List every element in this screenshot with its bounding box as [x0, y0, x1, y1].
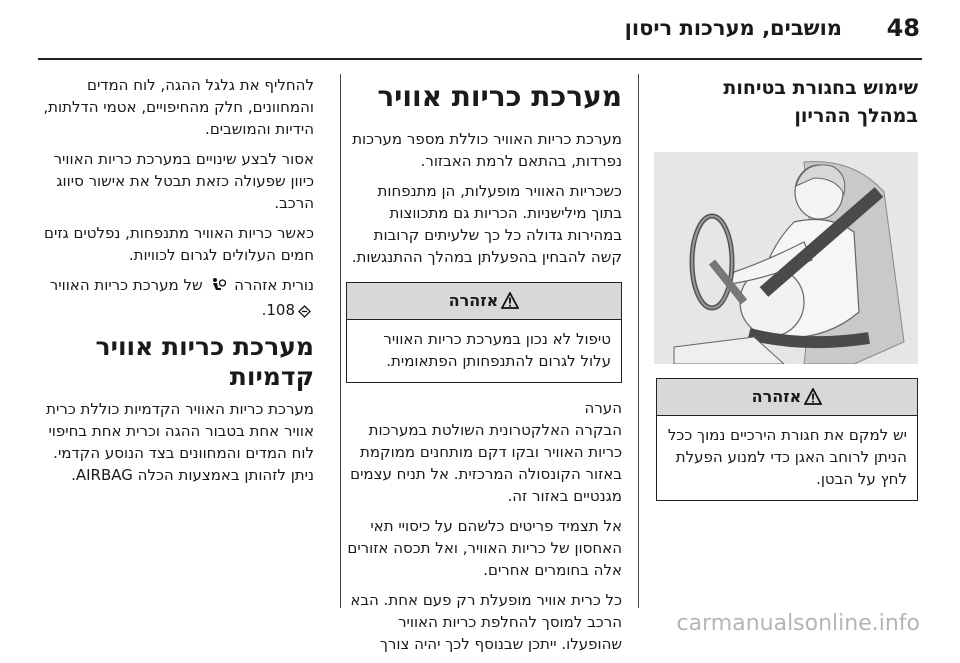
column-airbag-continued [40, 74, 314, 494]
warning-title: אזהרה [751, 387, 802, 406]
column-pregnancy [656, 74, 918, 515]
warning-box-pregnancy [656, 378, 918, 501]
chapter-title: מושבים, מערכות ריסון [624, 16, 842, 40]
paragraph: אל תצמיד פריטים כלשהם על כיסויי תאי האחסון של כריות האוויר, ואל תכסה אזורים אלה בחומרים אחרים. [347, 517, 622, 579]
note-title: הערה [584, 399, 622, 417]
reference-text: של מערכת כריות האוויר [49, 276, 203, 294]
paragraph: מערכת כריות האוויר כוללת מספר מערכות נפרדות, בהתאם לרמת האבזור. [352, 130, 622, 170]
pregnant-woman-seatbelt-illustration [654, 152, 918, 364]
section-heading-pregnancy: שימוש בחגורת בטיחות במהלך ההריון [723, 77, 918, 127]
note-block [346, 397, 622, 507]
warning-triangle-icon [501, 286, 519, 322]
airbag-warning-light-icon [210, 277, 226, 299]
page-number: 48 [886, 14, 920, 42]
paragraph: כאשר כריות האוויר מתנפחות, נפלטים גזים חמים העלולים לגרום לכוויות. [44, 224, 314, 264]
warning-header [657, 379, 917, 416]
reference-text: נורית אזהרה [234, 276, 314, 294]
paragraph: להחליף את גלגל ההגה, לוח המדים והמחוונים, חלק מהחיפויים, אטמי הדלתות, הידיות והמושבים. [43, 76, 314, 138]
watermark-text: carmanualsonline.info [676, 611, 920, 636]
page-reference-number[interactable]: 108 [266, 301, 295, 319]
column-divider [340, 74, 341, 608]
paragraph: אסור לבצע שינויים במערכת כריות האוויר כיוון שפעולה כזאת תבטל את אישור סיווג הרכב. [53, 150, 314, 212]
warning-text: יש למקם את חגורת הירכיים נמוך ככל הניתן לרוחב האגן כדי למנוע הפעלת לחץ על הבטן. [667, 426, 907, 488]
section-heading-airbag: מערכת כריות אוויר [377, 80, 622, 113]
warning-text: טיפול לא נכון במערכת כריות האוויר עלול לגרום להתנפחותן הפתאומית. [383, 330, 611, 370]
paragraph: כל כרית אוויר מופעלת רק פעם אחת. הבא הרכב למוסך להחלפת כריות האוויר שהופעלו. ייתכן שבנוסף לכך יהיה צורך [350, 591, 622, 653]
warning-light-reference: נורית אזהרה של מערכת כריות האוויר 108. [40, 274, 314, 324]
page-reference-arrow-icon [298, 302, 311, 324]
warning-triangle-icon [804, 382, 822, 418]
paragraph: כשכריות האוויר מופעלות, הן מתנפחות בתוך מילישניות. הכריות גם מתכווצות במהירות גדולה כל כך שלעיתים קרובות קשה להבחין בהפעלתן במהלך ההתנגשות. [351, 182, 622, 266]
page-header [0, 0, 960, 60]
section-heading-front-airbags: מערכת כריות אוויר קדמיות [95, 332, 314, 391]
warning-box-airbag [346, 282, 622, 383]
header-rule [38, 58, 922, 60]
column-divider [638, 74, 639, 608]
warning-header [347, 283, 621, 320]
note-text: הבקרה האלקטרונית השולטת במערכות כריות האוויר ובקו דקם מותחנים ממוקמת באזור הקונסולה המרכזית. אל תניח עצמים מגנטיים באזור זה. [350, 421, 622, 505]
paragraph: מערכת כריות האוויר הקדמיות כוללת כרית אוויר אחת בטבור ההגה וכרית אחת בחיפוי לוח המדים והמחוונים בצד הנוסע הקדמי. ניתן לזהותן באמצעות הכלה AIRBAG. [46, 400, 314, 484]
column-airbag-system [346, 74, 622, 663]
warning-title: אזהרה [448, 291, 499, 310]
